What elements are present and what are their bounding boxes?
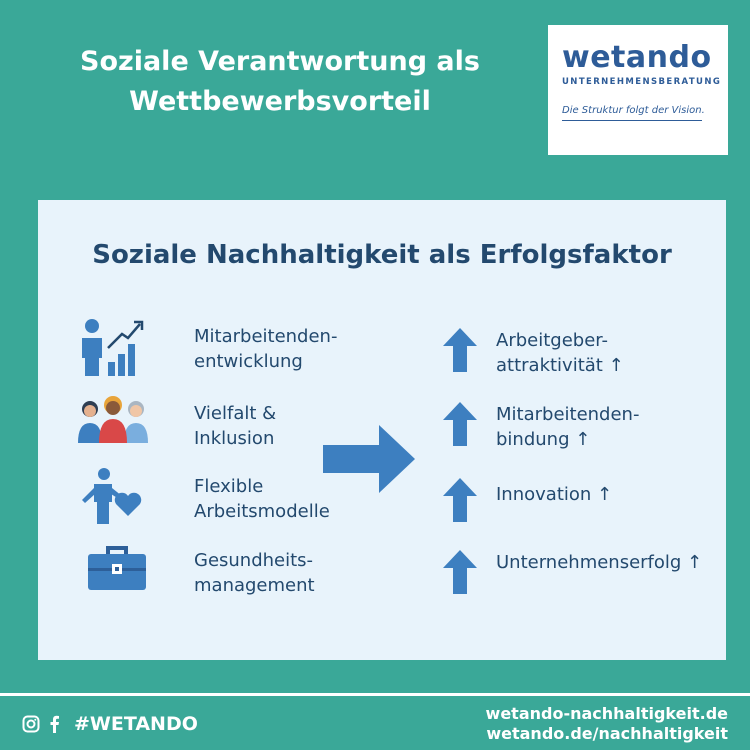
outcome-item-innovation bbox=[443, 478, 723, 538]
factor-line2: entwicklung bbox=[194, 351, 303, 372]
footer-urls bbox=[486, 704, 728, 744]
outcome-item-bindung bbox=[443, 402, 723, 462]
hashtag-link[interactable]: #WETANDO bbox=[74, 713, 198, 735]
logo-subtitle: UNTERNEHMENSBERATUNG bbox=[562, 77, 722, 87]
briefcase-icon bbox=[78, 542, 148, 602]
up-arrow-icon bbox=[443, 550, 477, 594]
factor-line1: Gesundheits- bbox=[194, 550, 314, 571]
outcome-line2: bindung ↑ bbox=[496, 429, 591, 450]
person-heart-icon bbox=[78, 468, 148, 528]
outcome-line1: Innovation ↑ bbox=[496, 484, 613, 505]
factor-line2: management bbox=[194, 575, 315, 596]
factor-line2: Inklusion bbox=[194, 428, 275, 449]
outcome-line1: Mitarbeitenden- bbox=[496, 404, 640, 425]
outcome-label bbox=[496, 482, 726, 507]
page-headline bbox=[60, 42, 500, 122]
factor-label bbox=[194, 548, 374, 598]
factor-item-flexible bbox=[78, 468, 338, 538]
footer-divider bbox=[0, 693, 750, 696]
up-arrow-icon bbox=[443, 328, 477, 372]
factor-label bbox=[194, 324, 374, 374]
facebook-icon[interactable] bbox=[48, 715, 62, 733]
headline-line1: Soziale Verantwortung als bbox=[80, 46, 480, 77]
wetando-logo[interactable] bbox=[548, 25, 728, 155]
logo-underline bbox=[562, 120, 702, 121]
factor-line2: Arbeitsmodelle bbox=[194, 501, 330, 522]
factor-line1: Mitarbeitenden- bbox=[194, 326, 338, 347]
outcome-label bbox=[496, 402, 726, 452]
up-arrow-icon bbox=[443, 478, 477, 522]
outcome-label bbox=[496, 550, 726, 575]
factor-line1: Vielfalt & bbox=[194, 403, 277, 424]
factor-line1: Flexible bbox=[194, 476, 264, 497]
social-links bbox=[22, 712, 198, 736]
factor-item-vielfalt bbox=[78, 395, 338, 465]
diverse-group-icon bbox=[78, 395, 148, 455]
headline-line2: Wettbewerbsvorteil bbox=[129, 86, 431, 117]
content-panel bbox=[38, 200, 726, 660]
right-arrow-icon bbox=[323, 425, 415, 493]
logo-tagline: Die Struktur folgt der Vision. bbox=[562, 105, 705, 116]
url-link-nachhaltigkeit-domain[interactable]: wetando-nachhaltigkeit.de bbox=[485, 704, 728, 723]
logo-name: wetando bbox=[562, 40, 712, 75]
outcome-item-arbeitgeber bbox=[443, 328, 723, 388]
panel-title: Soziale Nachhaltigkeit als Erfolgsfaktor bbox=[92, 240, 672, 270]
outcome-line2: attraktivität ↑ bbox=[496, 355, 624, 376]
up-arrow-icon bbox=[443, 402, 477, 446]
factor-item-mitarbeitendenentwicklung bbox=[78, 318, 338, 388]
instagram-icon[interactable] bbox=[22, 715, 40, 733]
person-growth-chart-icon bbox=[78, 318, 148, 378]
outcome-line1: Unternehmenserfolg ↑ bbox=[496, 552, 703, 573]
outcome-item-unternehmenserfolg bbox=[443, 550, 723, 610]
outcome-label bbox=[496, 328, 726, 378]
outcome-line1: Arbeitgeber- bbox=[496, 330, 609, 351]
url-link-nachhaltigkeit-path[interactable]: wetando.de/nachhaltigkeit bbox=[486, 724, 728, 743]
factor-item-gesundheit bbox=[78, 542, 338, 612]
